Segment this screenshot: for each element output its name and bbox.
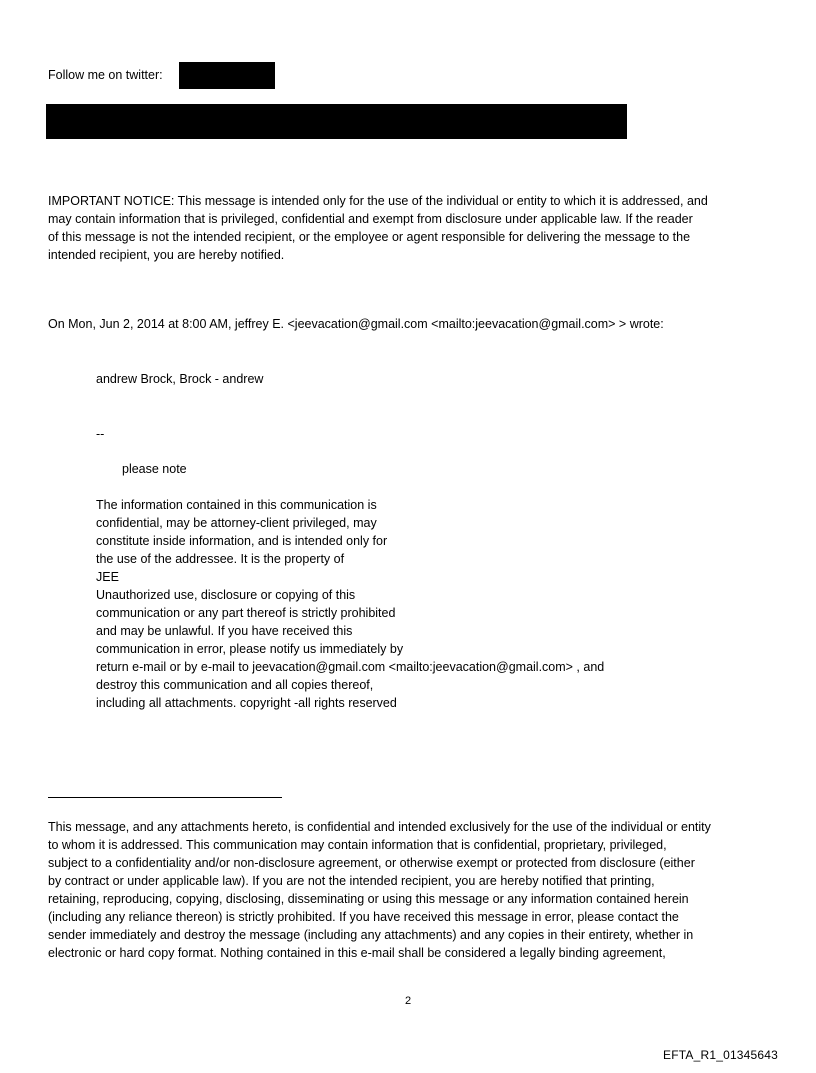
signature-separator: -- [96, 427, 105, 441]
footer-line: electronic or hard copy format. Nothing contained in this e-mail shall be considered a legally binding agreement, [48, 946, 666, 960]
footer-disclaimer [48, 818, 711, 962]
disclaimer-line: the use of the addressee. It is the property of [96, 552, 345, 566]
disclaimer-line: communication or any part thereof is strictly prohibited [96, 606, 396, 620]
signature-redaction [46, 104, 627, 139]
disclaimer-line: confidential, may be attorney-client privileged, may [96, 516, 377, 530]
notice-line: IMPORTANT NOTICE: This message is intended only for the use of the individual or entity to which it is addressed, and [48, 194, 708, 208]
disclaimer-line: The information contained in this communication is [96, 498, 377, 512]
footer-line: retaining, reproducing, copying, disclosing, disseminating or using this message or any information contained herein [48, 892, 689, 906]
quoted-body: andrew Brock, Brock - andrew [96, 372, 264, 386]
quoted-disclaimer [96, 496, 604, 712]
quote-header: On Mon, Jun 2, 2014 at 8:00 AM, jeffrey E. <jeevacation@gmail.com <mailto:jeevacation@gmail.com> > wrote: [48, 317, 664, 331]
notice-line: may contain information that is privileged, confidential and exempt from disclosure under applicable law. If the reader [48, 212, 693, 226]
footer-line: sender immediately and destroy the message (including any attachments) and any copies in their entirety, whether in [48, 928, 694, 942]
important-notice [48, 192, 708, 264]
disclaimer-line: constitute inside information, and is intended only for [96, 534, 388, 548]
notice-line: of this message is not the intended recipient, or the employee or agent responsible for delivering the message to the [48, 230, 691, 244]
disclaimer-line: Unauthorized use, disclosure or copying of this [96, 588, 356, 602]
disclaimer-line: destroy this communication and all copies thereof, [96, 678, 374, 692]
page-number: 2 [404, 995, 412, 1007]
disclaimer-line: and may be unlawful. If you have received this [96, 624, 353, 638]
footer-divider [48, 797, 282, 798]
footer-line: (including any reliance thereon) is strictly prohibited. If you have received this message in error, please contact the [48, 910, 679, 924]
footer-line: subject to a confidentiality and/or non-disclosure agreement, or otherwise exempt or protected from disclosure (either [48, 856, 695, 870]
footer-line: by contract or under applicable law). If you are not the intended recipient, you are hereby notified that printing, [48, 874, 655, 888]
footer-line: This message, and any attachments hereto, is confidential and intended exclusively for the use of the individual or entity [48, 820, 711, 834]
disclaimer-line: JEE [96, 570, 119, 584]
disclaimer-line: including all attachments. copyright -all rights reserved [96, 696, 397, 710]
twitter-label: Follow me on twitter: [48, 68, 163, 82]
please-note: please note [122, 462, 187, 476]
disclaimer-line: communication in error, please notify us immediately by [96, 642, 404, 656]
footer-line: to whom it is addressed. This communication may contain information that is confidential, proprietary, privileged, [48, 838, 667, 852]
twitter-handle-redaction [179, 62, 275, 89]
document-id: EFTA_R1_01345643 [663, 1048, 779, 1062]
disclaimer-line: return e-mail or by e-mail to jeevacation@gmail.com <mailto:jeevacation@gmail.com> , and [96, 660, 605, 674]
notice-line: intended recipient, you are hereby notified. [48, 248, 285, 262]
